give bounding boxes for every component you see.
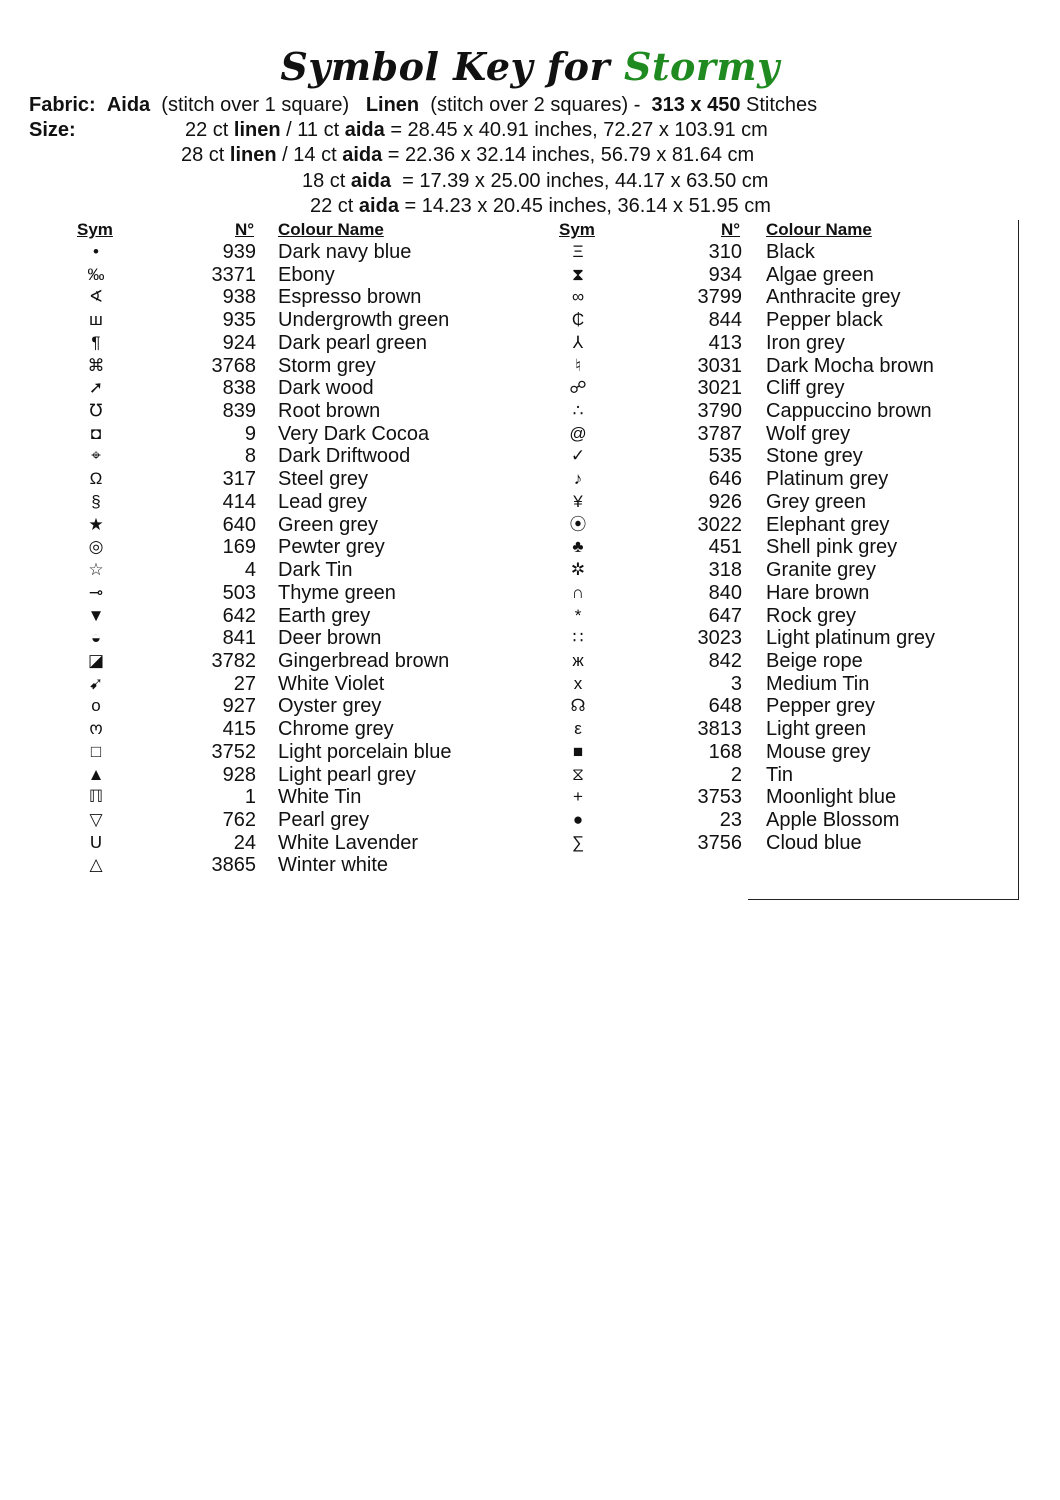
symbol-glyph: ⌘ bbox=[87, 355, 105, 375]
thread-number: 3752 bbox=[211, 740, 256, 763]
thread-number: 413 bbox=[708, 331, 742, 354]
colour-name: Dark wood bbox=[278, 377, 374, 400]
colour-name: Shell pink grey bbox=[766, 536, 898, 559]
page-title bbox=[0, 44, 1060, 89]
symbol-glyph: ☆ bbox=[88, 560, 104, 580]
size-line-4: 22 ct aida = 14.23 x 20.45 inches, 36.14 x 51.95 cm bbox=[310, 195, 771, 217]
colour-name: Cloud blue bbox=[766, 831, 862, 854]
colour-name: Espresso brown bbox=[278, 286, 422, 309]
thread-number: 838 bbox=[222, 377, 256, 400]
thread-number: 648 bbox=[708, 695, 742, 718]
thread-number: 640 bbox=[222, 513, 256, 536]
symbol-glyph: ⧗ bbox=[572, 264, 584, 284]
fabric-linen-note: (stitch over 2 squares) - bbox=[430, 94, 641, 116]
symbol-glyph: ∑ bbox=[571, 832, 585, 852]
symbol-glyph: ☍ bbox=[569, 378, 587, 398]
key-row bbox=[0, 718, 1060, 741]
symbol-glyph: ♪ bbox=[573, 469, 583, 489]
title-text: Symbol Key for bbox=[280, 44, 611, 89]
thread-number: 24 bbox=[233, 831, 256, 854]
colour-name: Dark Driftwood bbox=[278, 445, 411, 468]
colour-name: Winter white bbox=[278, 854, 389, 877]
thread-number: 415 bbox=[222, 718, 256, 741]
thread-number: 841 bbox=[222, 627, 256, 650]
colour-name: Dark Mocha brown bbox=[766, 354, 934, 377]
colour-name: Steel grey bbox=[278, 468, 369, 491]
symbol-glyph: ∴ bbox=[572, 401, 584, 421]
symbol-glyph: ■ bbox=[572, 741, 584, 761]
colour-name: Tin bbox=[766, 763, 794, 786]
key-row bbox=[0, 627, 1060, 650]
key-row bbox=[0, 491, 1060, 514]
symbol-glyph: ⅄ bbox=[572, 332, 584, 352]
thread-number: 3 bbox=[730, 672, 742, 695]
symbol-glyph: ➹ bbox=[88, 673, 104, 693]
thread-number: 414 bbox=[222, 490, 256, 513]
key-row bbox=[0, 695, 1060, 718]
colour-name: Grey green bbox=[766, 490, 867, 513]
fabric-aida-note: (stitch over 1 square) bbox=[161, 94, 350, 116]
key-row bbox=[0, 559, 1060, 582]
colour-name: White Tin bbox=[278, 786, 362, 809]
key-row bbox=[0, 355, 1060, 378]
key-row bbox=[0, 377, 1060, 400]
colour-name: Green grey bbox=[278, 513, 379, 536]
key-row bbox=[0, 741, 1060, 764]
thread-number: 844 bbox=[708, 309, 742, 332]
colour-name: Storm grey bbox=[278, 354, 376, 377]
symbol-glyph: ¥ bbox=[573, 491, 583, 511]
thread-number: 927 bbox=[222, 695, 256, 718]
colour-name: Iron grey bbox=[766, 331, 845, 354]
symbol-glyph: ∷ bbox=[572, 628, 584, 648]
colour-name: Chrome grey bbox=[278, 718, 394, 741]
thread-number: 2 bbox=[730, 763, 742, 786]
thread-number: 1 bbox=[244, 786, 256, 809]
table-border-bottom bbox=[748, 899, 1019, 900]
thread-number: 938 bbox=[222, 286, 256, 309]
left-sym-header: Sym bbox=[77, 220, 113, 239]
size-line-3: 18 ct aida = 17.39 x 25.00 inches, 44.17 x 63.50 cm bbox=[302, 170, 769, 192]
size-label: Size: bbox=[29, 119, 76, 141]
colour-name: Earth grey bbox=[278, 604, 371, 627]
symbol-glyph: ◒ bbox=[90, 628, 102, 648]
fabric-linen: Linen bbox=[365, 94, 420, 116]
symbol-glyph: ➚ bbox=[88, 378, 104, 398]
thread-number: 924 bbox=[222, 331, 256, 354]
symbol-glyph: ε bbox=[574, 719, 582, 739]
thread-number: 934 bbox=[708, 263, 742, 286]
symbol-glyph: □ bbox=[90, 741, 102, 761]
thread-number: 3790 bbox=[697, 400, 742, 423]
colour-name: Pepper grey bbox=[766, 695, 875, 718]
key-row bbox=[0, 445, 1060, 468]
left-num-header: N° bbox=[235, 220, 255, 239]
right-num-header: N° bbox=[721, 220, 741, 239]
colour-name: Black bbox=[766, 241, 815, 263]
thread-number: 3753 bbox=[697, 786, 742, 809]
symbol-glyph: ◪ bbox=[87, 650, 105, 670]
symbol-glyph: ● bbox=[572, 810, 584, 829]
thread-number: 926 bbox=[708, 490, 742, 513]
symbol-glyph: ◘ bbox=[90, 423, 102, 443]
symbol-glyph: ★ bbox=[88, 514, 104, 534]
thread-number: 928 bbox=[222, 763, 256, 786]
thread-number: 317 bbox=[222, 468, 256, 491]
key-row bbox=[0, 309, 1060, 332]
thread-number: 3813 bbox=[697, 718, 742, 741]
thread-number: 840 bbox=[708, 581, 742, 604]
size-line-1: 22 ct linen / 11 ct aida = 28.45 x 40.91 inches, 72.27 x 103.91 cm bbox=[185, 119, 768, 141]
thread-number: 3371 bbox=[211, 263, 256, 286]
symbol-glyph: ⦿ bbox=[569, 514, 587, 534]
symbol-glyph: • bbox=[93, 242, 99, 261]
thread-number: 646 bbox=[708, 468, 742, 491]
colour-name: Beige rope bbox=[766, 649, 863, 672]
symbol-glyph: ⧖ bbox=[572, 764, 584, 784]
symbol-glyph: ℧ bbox=[89, 401, 103, 421]
colour-name: Light pearl grey bbox=[278, 763, 416, 786]
colour-name: Thyme green bbox=[278, 581, 396, 604]
symbol-glyph: ∢ bbox=[88, 287, 104, 307]
key-row bbox=[0, 468, 1060, 491]
right-sym-header: Sym bbox=[559, 220, 595, 239]
thread-number: 169 bbox=[222, 536, 256, 559]
stitch-count: 313 x 450 bbox=[651, 94, 741, 116]
thread-number: 642 bbox=[222, 604, 256, 627]
symbol-glyph: ⊸ bbox=[88, 582, 104, 602]
colour-name: Pewter grey bbox=[278, 536, 385, 559]
size-line-2: 28 ct linen / 14 ct aida = 22.36 x 32.14 inches, 56.79 x 81.64 cm bbox=[181, 144, 755, 166]
colour-name: Platinum grey bbox=[766, 468, 889, 491]
key-row bbox=[0, 286, 1060, 309]
colour-name: White Lavender bbox=[278, 831, 419, 854]
thread-number: 762 bbox=[222, 809, 256, 831]
symbol-glyph: ☊ bbox=[570, 696, 586, 716]
symbol-glyph: ‰ bbox=[87, 264, 105, 284]
stitch-suffix: Stitches bbox=[746, 94, 818, 116]
symbol-glyph: ✓ bbox=[570, 446, 586, 466]
colour-name: Cappuccino brown bbox=[766, 400, 932, 423]
colour-name: Apple Blossom bbox=[766, 809, 900, 831]
colour-name: White Violet bbox=[278, 672, 385, 695]
thread-number: 3782 bbox=[211, 649, 256, 672]
colour-name: Stone grey bbox=[766, 445, 863, 468]
thread-number: 503 bbox=[222, 581, 256, 604]
colour-name: Rock grey bbox=[766, 604, 857, 627]
thread-number: 27 bbox=[233, 672, 256, 695]
colour-name: Cliff grey bbox=[766, 377, 845, 400]
symbol-glyph: ◎ bbox=[88, 537, 104, 557]
thread-number: 318 bbox=[708, 559, 742, 582]
thread-number: 23 bbox=[719, 809, 742, 831]
thread-number: 935 bbox=[222, 309, 256, 332]
title-pattern-name: Stormy bbox=[624, 44, 780, 89]
thread-number: 3756 bbox=[697, 831, 742, 854]
key-row bbox=[0, 809, 1060, 832]
colour-name: Gingerbread brown bbox=[278, 649, 450, 672]
key-row bbox=[0, 514, 1060, 537]
thread-number: 3023 bbox=[697, 627, 742, 650]
thread-number: 3031 bbox=[697, 354, 742, 377]
colour-name: Very Dark Cocoa bbox=[278, 422, 430, 445]
colour-name: Elephant grey bbox=[766, 513, 890, 536]
key-row bbox=[0, 854, 1060, 877]
symbol-glyph: * bbox=[574, 605, 582, 625]
symbol-glyph: ᑌ bbox=[89, 832, 103, 852]
key-row bbox=[0, 536, 1060, 559]
thread-number: 451 bbox=[708, 536, 742, 559]
colour-name: Deer brown bbox=[278, 627, 382, 650]
colour-name: Root brown bbox=[278, 400, 381, 423]
symbol-glyph: ♣ bbox=[572, 537, 584, 557]
colour-name: Light porcelain blue bbox=[278, 740, 452, 763]
symbol-glyph: ∞ bbox=[571, 287, 585, 307]
symbol-glyph: ✲ bbox=[570, 560, 586, 580]
colour-name: Pepper black bbox=[766, 309, 883, 332]
key-row bbox=[0, 764, 1060, 787]
thread-number: 9 bbox=[244, 422, 256, 445]
symbol-glyph: △ bbox=[89, 855, 103, 875]
key-row bbox=[0, 582, 1060, 605]
colour-name: Mouse grey bbox=[766, 740, 871, 763]
colour-name: Lead grey bbox=[278, 490, 367, 513]
key-row bbox=[0, 264, 1060, 287]
key-row bbox=[0, 673, 1060, 696]
thread-number: 3021 bbox=[697, 377, 742, 400]
symbol-glyph: ო bbox=[89, 719, 103, 739]
key-row bbox=[0, 832, 1060, 855]
thread-number: 842 bbox=[708, 649, 742, 672]
colour-name: Wolf grey bbox=[766, 422, 851, 445]
fabric-line bbox=[29, 93, 817, 117]
symbol-glyph: ⌖ bbox=[91, 446, 101, 466]
colour-name: Oyster grey bbox=[278, 695, 382, 718]
thread-number: 3787 bbox=[697, 422, 742, 445]
symbol-glyph: Ω bbox=[89, 469, 103, 489]
symbol-glyph: x bbox=[573, 673, 583, 693]
symbol-glyph: @ bbox=[569, 423, 587, 443]
thread-number: 4 bbox=[244, 559, 256, 582]
colour-name: Dark navy blue bbox=[278, 241, 412, 263]
symbol-glyph: ∩ bbox=[571, 582, 585, 602]
thread-number: 3865 bbox=[211, 854, 256, 877]
thread-number: 647 bbox=[708, 604, 742, 627]
colour-name: Algae green bbox=[766, 263, 874, 286]
thread-number: 939 bbox=[222, 241, 256, 263]
symbol-glyph: ▲ bbox=[87, 764, 105, 784]
thread-number: 839 bbox=[222, 400, 256, 423]
symbol-glyph: o bbox=[91, 696, 101, 716]
symbol-glyph: § bbox=[91, 491, 101, 511]
colour-name: Dark pearl green bbox=[278, 331, 427, 354]
fabric-label: Fabric: bbox=[29, 94, 96, 116]
colour-name: Light green bbox=[766, 718, 867, 741]
colour-name: Dark Tin bbox=[278, 559, 353, 582]
thread-number: 3799 bbox=[697, 286, 742, 309]
thread-number: 168 bbox=[708, 740, 742, 763]
key-row bbox=[0, 332, 1060, 355]
key-row bbox=[0, 650, 1060, 673]
colour-name: Undergrowth green bbox=[278, 309, 450, 332]
fabric-aida: Aida bbox=[106, 94, 151, 116]
symbol-glyph: + bbox=[573, 787, 583, 807]
symbol-glyph: ₵ bbox=[571, 310, 585, 330]
colour-name: Hare brown bbox=[766, 581, 870, 604]
symbol-glyph: ¶ bbox=[91, 332, 101, 352]
thread-number: 3022 bbox=[697, 513, 742, 536]
symbol-glyph: Ξ bbox=[572, 242, 584, 261]
thread-number: 8 bbox=[244, 445, 256, 468]
colour-name: Granite grey bbox=[766, 559, 877, 582]
colour-name: Light platinum grey bbox=[766, 627, 935, 650]
key-row bbox=[0, 605, 1060, 628]
symbol-glyph: ш bbox=[89, 310, 103, 330]
symbol-glyph: ♮ bbox=[574, 355, 582, 375]
key-row bbox=[0, 423, 1060, 446]
symbol-glyph: ж bbox=[572, 650, 584, 670]
table-border-right bbox=[1018, 220, 1019, 900]
left-name-header: Colour Name bbox=[278, 220, 384, 239]
colour-name: Anthracite grey bbox=[766, 286, 901, 309]
colour-name: Ebony bbox=[278, 263, 335, 286]
thread-number: 3768 bbox=[211, 354, 256, 377]
colour-name: Pearl grey bbox=[278, 809, 370, 831]
right-name-header: Colour Name bbox=[766, 220, 872, 239]
symbol-glyph: ▼ bbox=[87, 605, 105, 625]
thread-number: 310 bbox=[708, 241, 742, 263]
symbol-glyph: ▽ bbox=[89, 810, 103, 829]
thread-number: 535 bbox=[708, 445, 742, 468]
symbol-glyph: ℿ bbox=[88, 787, 104, 807]
key-row bbox=[0, 400, 1060, 423]
colour-name: Medium Tin bbox=[766, 672, 870, 695]
colour-name: Moonlight blue bbox=[766, 786, 897, 809]
key-row bbox=[0, 241, 1060, 264]
key-row bbox=[0, 786, 1060, 809]
